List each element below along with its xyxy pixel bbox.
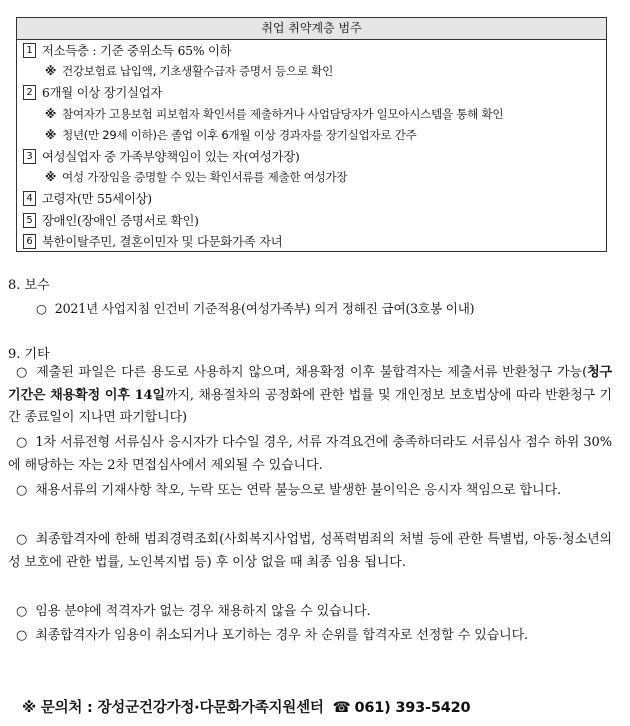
p1-bold: 청구 기간은 채용확정 이후 14일 bbox=[8, 365, 612, 403]
contact-line bbox=[22, 696, 470, 717]
bullet-icon: ○ bbox=[16, 532, 28, 547]
note-mark: ※ bbox=[45, 64, 56, 79]
bullet-icon: ○ bbox=[36, 301, 47, 316]
note-text: 청년(만 29세 이하)은 졸업 이후 6개월 이상 경과자를 장기실업자로 간주 bbox=[61, 127, 417, 142]
etc-paragraph-5 bbox=[8, 601, 612, 624]
note-mark: ※ bbox=[45, 127, 56, 142]
vulnerable-groups-table bbox=[16, 17, 607, 252]
item-text: 여성실업자 중 가족부양책임이 있는 자(여성가장) bbox=[42, 149, 300, 164]
item-text: 장애인(장애인 증명서로 확인) bbox=[42, 213, 199, 228]
etc-paragraph-4 bbox=[8, 529, 612, 574]
salary-text: 2021년 사업지침 인건비 기준적용(여성가족부) 의거 정해진 급여(3호봉 이내) bbox=[54, 301, 475, 316]
section-8-title: 8. 보수 bbox=[8, 278, 50, 293]
contact-phone: 061) 393-5420 bbox=[354, 700, 471, 716]
table-row bbox=[17, 82, 606, 103]
section-9-title: 9. 기타 bbox=[8, 347, 50, 362]
table-row bbox=[17, 231, 606, 252]
salary-line bbox=[36, 298, 474, 317]
table-row bbox=[17, 146, 606, 167]
etc-paragraph-2 bbox=[8, 432, 612, 477]
table-note bbox=[17, 125, 606, 146]
bullet-icon: ○ bbox=[16, 628, 28, 643]
note-mark: ※ bbox=[45, 106, 56, 121]
table-row bbox=[17, 210, 606, 231]
bullet-icon: ○ bbox=[16, 483, 28, 498]
item-number: 4 bbox=[23, 191, 36, 206]
p6-text: 최종합격자가 임용이 취소되거나 포기하는 경우 차 순위를 합격자로 선정할 수 있습니다. bbox=[35, 628, 529, 643]
item-number: 1 bbox=[23, 43, 36, 58]
p1-after: 까지, 채용절차의 공정화에 관한 법률 및 개인정보 보호법상에 따라 반환청구 기간 종료일이 지나면 파기합니다) bbox=[8, 387, 613, 425]
etc-paragraph-6 bbox=[8, 625, 612, 648]
etc-paragraph-1 bbox=[8, 362, 612, 430]
item-number: 6 bbox=[23, 234, 36, 249]
p1-before: 제출된 파일은 다른 용도로 사용하지 않으며, 채용확정 이후 불합격자는 제출서류 반환청구 가능( bbox=[36, 365, 588, 380]
note-text: 참여자가 고용보험 피보험자 확인서를 제출하거나 사업담당자가 일모아시스템을 통해 확인 bbox=[61, 106, 504, 121]
table-note bbox=[17, 61, 606, 82]
table-row bbox=[17, 188, 606, 209]
bullet-icon: ○ bbox=[16, 604, 28, 619]
item-text: 6개월 이상 장기실업자 bbox=[42, 86, 163, 101]
item-number: 5 bbox=[23, 213, 36, 228]
p5-text: 임용 분야에 적격자가 없는 경우 채용하지 않을 수 있습니다. bbox=[35, 604, 371, 619]
note-text: 건강보험료 납입액, 기초생활수급자 증명서 등으로 확인 bbox=[61, 64, 333, 79]
etc-paragraph-3 bbox=[8, 480, 612, 503]
note-text: 여성 가장임을 증명할 수 있는 확인서류를 제출한 여성가장 bbox=[61, 170, 348, 185]
item-text: 저소득층 : 기준 중위소득 65% 이하 bbox=[42, 44, 232, 58]
phone-icon: ☎ bbox=[332, 700, 351, 716]
note-mark: ※ bbox=[45, 170, 56, 185]
bullet-icon: ○ bbox=[16, 365, 29, 380]
item-number: 3 bbox=[23, 149, 36, 164]
table-row bbox=[17, 40, 606, 61]
table-note bbox=[17, 167, 606, 188]
item-text: 북한이탈주민, 결혼이민자 및 다문화가족 자녀 bbox=[42, 234, 283, 249]
contact-label: 문의처 : 장성군건강가정·다문화가족지원센터 bbox=[40, 700, 324, 716]
bullet-icon: ○ bbox=[16, 435, 28, 450]
p4-text: 최종합격자에 한해 범죄경력조회(사회복지사업법, 성폭력범죄의 처벌 등에 관한 특별법, 아동·청소년의 성 보호에 관한 법률, 노인복지법 등) 후 이상 없을 때 최종 임용 됩니다. bbox=[8, 532, 612, 570]
item-text: 고령자(만 55세이상) bbox=[42, 192, 152, 207]
p3-text: 채용서류의 기재사항 착오, 누락 또는 연락 불능으로 발생한 불이익은 응시자 책임으로 합니다. bbox=[35, 483, 562, 498]
table-note bbox=[17, 104, 606, 125]
item-number: 2 bbox=[23, 85, 36, 100]
table-header: 취업 취약계층 범주 bbox=[17, 18, 606, 40]
p2-text: 1차 서류전형 서류심사 응시자가 다수일 경우, 서류 자격요건에 충족하더라도 서류심사 점수 하위 30%에 해당하는 자는 2차 면접심사에서 제외될 수 있습니다. bbox=[8, 435, 612, 473]
contact-mark: ※ bbox=[22, 700, 36, 716]
